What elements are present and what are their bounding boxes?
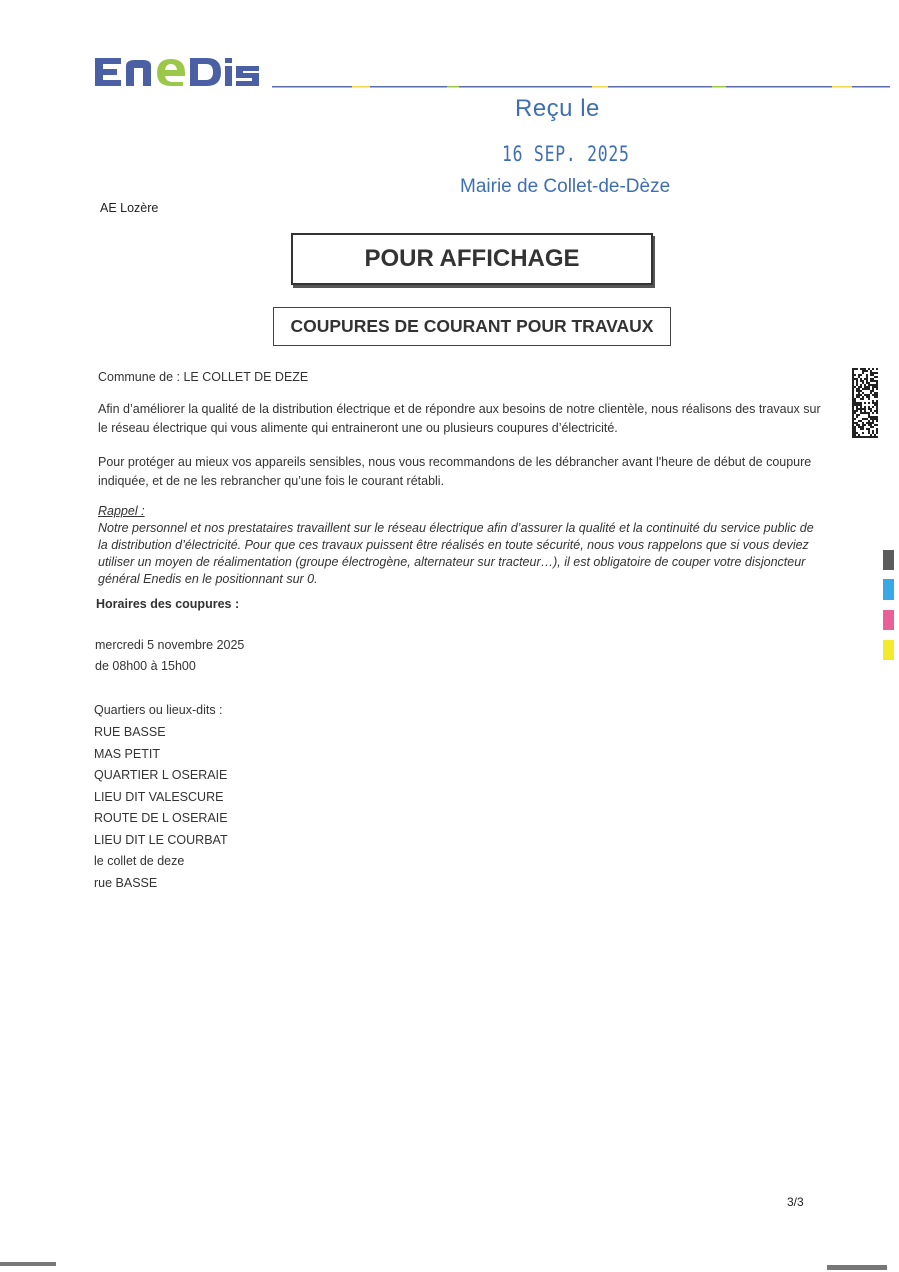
commune-line: Commune de : LE COLLET DE DEZE [98, 370, 309, 384]
print-mark-black [883, 550, 894, 570]
agency-label: AE Lozère [100, 201, 159, 215]
locations-heading: Quartiers ou lieux-dits : [94, 703, 223, 717]
outage-banner: COUPURES DE COURANT POUR TRAVAUX [273, 307, 671, 346]
reminder-text: Notre personnel et nos prestataires travaillent sur le réseau électrique afin d’assurer la qualité et la continuité du service public de la distribution d’électricité. Pour que ces travaux puissent être réalisés en toute sécurité, nous vous rappelons que si vous deviez utiliser un moyen de réalimentation (groupe électrogène, alternateur sur tracteur…), il est obligatoire de couper votre disjoncteur général Enedis en le positionnant sur 0. [98, 521, 814, 586]
scan-edge-mark [0, 1262, 56, 1266]
list-item: QUARTIER L OSERAIE [94, 768, 228, 782]
header-rule [272, 85, 890, 89]
enedis-logo [93, 52, 265, 92]
print-mark-cyan [883, 579, 894, 600]
list-item: rue BASSE [94, 875, 158, 890]
list-item: ROUTE DE L OSERAIE [94, 811, 228, 825]
outage-date: mercredi 5 novembre 2025 [95, 638, 245, 652]
list-item: LIEU DIT LE COURBAT [94, 832, 228, 847]
reminder-heading: Rappel : [98, 504, 145, 518]
advice-paragraph: Pour protéger au mieux vos appareils sensibles, nous vous recommandons de les débrancher avant l'heure de début de coupure indiquée, et de ne les rebrancher qu’une fois le courant rétabli. [98, 455, 812, 488]
page-number: 3/3 [787, 1195, 804, 1209]
list-item: RUE BASSE [94, 725, 166, 739]
received-stamp-date: 16 SEP. 2025 [502, 142, 630, 166]
locations-list [94, 722, 228, 894]
print-mark-yellow [883, 640, 894, 660]
received-stamp-place: Mairie de Collet-de-Dèze [460, 176, 671, 197]
scan-edge-mark [827, 1265, 887, 1270]
outage-time: de 08h00 à 15h00 [95, 659, 196, 673]
list-item: LIEU DIT VALESCURE [94, 789, 224, 804]
print-mark-magenta [883, 610, 894, 630]
datamatrix-code [852, 368, 878, 438]
list-item: le collet de deze [94, 854, 185, 868]
posting-banner: POUR AFFICHAGE [291, 233, 653, 285]
schedule-heading: Horaires des coupures : [96, 597, 240, 611]
list-item: MAS PETIT [94, 746, 160, 761]
received-stamp-title: Reçu le [515, 95, 600, 122]
intro-paragraph: Afin d’améliorer la qualité de la distribution électrique et de répondre aux besoins de notre clientèle, nous réalisons des travaux sur le réseau électrique qui vous alimente qui entraineront une ou plusieurs coupures d’électricité. [98, 402, 821, 435]
